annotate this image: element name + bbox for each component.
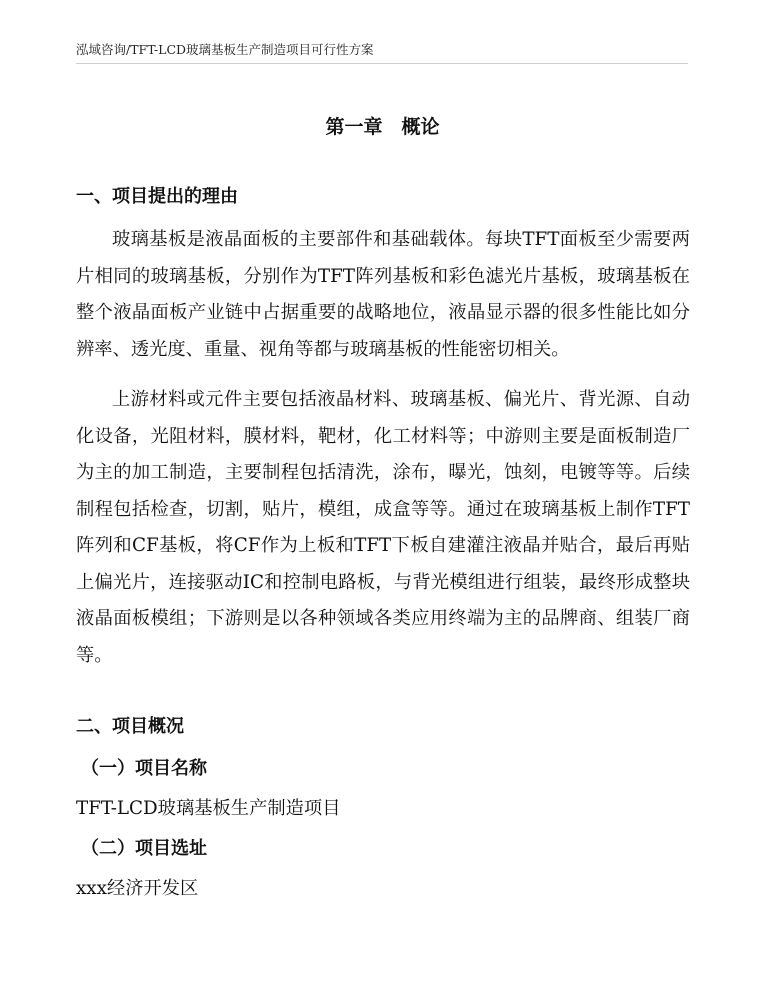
paragraph-glass-substrate: 玻璃基板是液晶面板的主要部件和基础载体。每块TFT面板至少需要两片相同的玻璃基板，分别作为TFT阵列基板和彩色滤光片基板，玻璃基板在整个液晶面板产业链中占据重要的战略地位，液晶显示器的很多性能比如分辨率、透光度、重量、视角等都与玻璃基板的性能密切相关。 [76,229,690,360]
project-name-value: TFT-LCD玻璃基板生产制造项目 [76,798,341,819]
paragraph-industry-chain: 上游材料或元件主要包括液晶材料、玻璃基板、偏光片、背光源、自动化设备，光阻材料，膜材料，靶材，化工材料等；中游则主要是面板制造厂为主的加工制造，主要制程包括清洗，涂布，曝光，蚀刻，电镀等等。后续制程包括检查，切割，贴片，模组，成盒等等。通过在玻璃基板上制作TFT阵列和CF基板，将CF作为上板和TFT下板自建灌注液晶并贴合，最后再贴上偏光片，连接驱动IC和控制电路板，与背光模组进行组装，最终形成整块液晶面板模组；下游则是以各种领域各类应用终端为主的品牌商、组装厂商等。 [76,389,690,666]
section-heading-reasons: 一、项目提出的理由 [76,186,238,207]
subsection-heading-project-name: （一）项目名称 [81,758,207,779]
running-header: 泓域咨询/TFT-LCD玻璃基板生产制造项目可行性方案 [76,42,374,57]
subsection-heading-project-site: （二）项目选址 [81,838,207,859]
section-heading-overview: 二、项目概况 [76,716,184,737]
header-divider [76,63,688,64]
project-site-value: xxx经济开发区 [76,878,199,899]
chapter-title: 第一章 概论 [325,116,440,138]
